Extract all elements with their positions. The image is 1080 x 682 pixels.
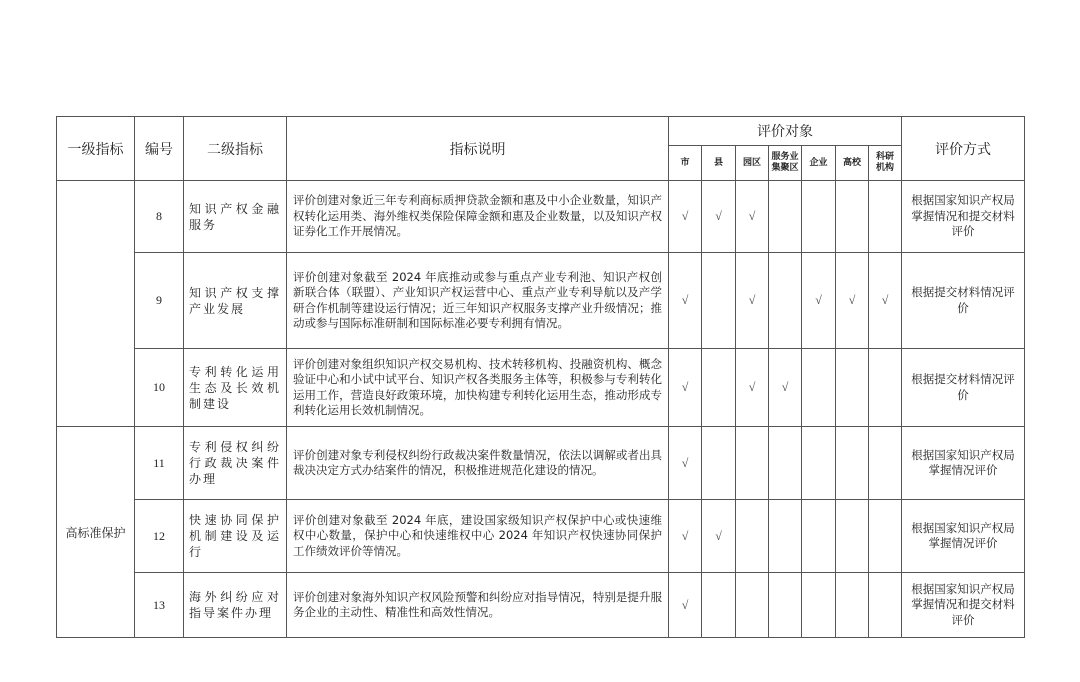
header-level1: 一级指标 — [57, 117, 135, 181]
target-check-cell — [802, 427, 836, 500]
index-description: 评价创建对象海外知识产权风险预警和纠纷应对指导情况，特别是提升服务企业的主动性、精准性和高效性情况。 — [287, 573, 669, 638]
level2-name: 知识产权金融服务 — [184, 181, 287, 253]
target-check-cell — [836, 181, 869, 253]
evaluation-method: 根据提交材料情况评价 — [902, 253, 1025, 349]
level2-name: 专利侵权纠纷行政裁决案件办理 — [184, 427, 287, 500]
table-row — [57, 181, 1025, 253]
index-number: 11 — [135, 427, 184, 500]
level2-name: 快速协同保护机制建设及运行 — [184, 500, 287, 573]
target-check-cell — [736, 427, 769, 500]
check-mark-icon: √ — [669, 349, 702, 427]
check-mark-icon: √ — [869, 253, 902, 349]
target-check-cell — [836, 573, 869, 638]
evaluation-method: 根据提交材料情况评价 — [902, 349, 1025, 427]
header-target-service-cluster: 服务业集聚区 — [769, 146, 802, 181]
header-description: 指标说明 — [287, 117, 669, 181]
target-check-cell — [702, 253, 736, 349]
check-mark-icon: √ — [669, 427, 702, 500]
evaluation-index-table — [56, 116, 1025, 638]
evaluation-method: 根据国家知识产权局掌握情况和提交材料评价 — [902, 573, 1025, 638]
header-target-university: 高校 — [836, 146, 869, 181]
target-check-cell — [769, 573, 802, 638]
index-number: 10 — [135, 349, 184, 427]
index-number: 8 — [135, 181, 184, 253]
header-target-research-institute: 科研机构 — [869, 146, 902, 181]
target-check-cell — [869, 500, 902, 573]
target-check-cell — [869, 349, 902, 427]
table-row — [57, 349, 1025, 427]
table-row — [57, 427, 1025, 500]
level2-name: 海外纠纷应对指导案件办理 — [184, 573, 287, 638]
header-target-county: 县 — [702, 146, 736, 181]
target-check-cell — [769, 427, 802, 500]
evaluation-method: 根据国家知识产权局掌握情况评价 — [902, 500, 1025, 573]
check-mark-icon: √ — [669, 253, 702, 349]
target-check-cell — [702, 573, 736, 638]
target-check-cell — [836, 349, 869, 427]
header-target-park: 园区 — [736, 146, 769, 181]
level2-name: 专利转化运用生态及长效机制建设 — [184, 349, 287, 427]
check-mark-icon: √ — [736, 349, 769, 427]
index-description: 评价创建对象截至 2024 年底推动或参与重点产业专利池、知识产权创新联合体（联盟）、产业知识产权运营中心、重点产业专利导航以及产学研合作机制等建设运行情况；近三年知识产权服务支撑产业升级情况；推动或参与国际标准研制和国际标准必要专利拥有情况。 — [287, 253, 669, 349]
check-mark-icon: √ — [736, 253, 769, 349]
index-number: 13 — [135, 573, 184, 638]
check-mark-icon: √ — [802, 253, 836, 349]
level1-cell — [57, 181, 135, 427]
index-number: 12 — [135, 500, 184, 573]
check-mark-icon: √ — [669, 181, 702, 253]
index-description: 评价创建对象截至 2024 年底，建设国家级知识产权保护中心或快速维权中心数量，保护中心和快速维权中心 2024 年知识产权快速协同保护工作绩效评价等情况。 — [287, 500, 669, 573]
check-mark-icon: √ — [769, 349, 802, 427]
target-check-cell — [769, 181, 802, 253]
target-check-cell — [836, 427, 869, 500]
level2-name: 知识产权支撑产业发展 — [184, 253, 287, 349]
target-check-cell — [702, 427, 736, 500]
index-description: 评价创建对象专利侵权纠纷行政裁决案件数量情况，依法以调解或者出具裁决决定方式办结案件的情况，积极推进规范化建设的情况。 — [287, 427, 669, 500]
check-mark-icon: √ — [836, 253, 869, 349]
check-mark-icon: √ — [669, 500, 702, 573]
index-description: 评价创建对象组织知识产权交易机构、技术转移机构、投融资机构、概念验证中心和小试中试平台、知识产权各类服务主体等，积极参与专利转化运用工作，营造良好政策环境，加快构建专利转化运用生态，推动形成专利转化运用长效机制情况。 — [287, 349, 669, 427]
check-mark-icon: √ — [736, 181, 769, 253]
check-mark-icon: √ — [669, 573, 702, 638]
target-check-cell — [802, 500, 836, 573]
target-check-cell — [769, 500, 802, 573]
table-row — [57, 253, 1025, 349]
target-check-cell — [702, 349, 736, 427]
evaluation-method: 根据国家知识产权局掌握情况评价 — [902, 427, 1025, 500]
target-check-cell — [802, 573, 836, 638]
evaluation-method: 根据国家知识产权局掌握情况和提交材料评价 — [902, 181, 1025, 253]
target-check-cell — [769, 253, 802, 349]
target-check-cell — [736, 573, 769, 638]
table-row — [57, 573, 1025, 638]
header-level2: 二级指标 — [184, 117, 287, 181]
check-mark-icon: √ — [702, 181, 736, 253]
check-mark-icon: √ — [702, 500, 736, 573]
header-method: 评价方式 — [902, 117, 1025, 181]
target-check-cell — [869, 573, 902, 638]
level1-cell: 高标准保护 — [57, 427, 135, 638]
table-row — [57, 500, 1025, 573]
header-target-enterprise: 企业 — [802, 146, 836, 181]
header-targets-group: 评价对象 — [669, 117, 902, 146]
header-number: 编号 — [135, 117, 184, 181]
target-check-cell — [736, 500, 769, 573]
target-check-cell — [869, 427, 902, 500]
target-check-cell — [836, 500, 869, 573]
index-number: 9 — [135, 253, 184, 349]
index-description: 评价创建对象近三年专利商标质押贷款金额和惠及中小企业数量，知识产权转化运用类、海外维权类保险保障金额和惠及企业数量，以及知识产权证券化工作开展情况。 — [287, 181, 669, 253]
target-check-cell — [869, 181, 902, 253]
header-target-city: 市 — [669, 146, 702, 181]
target-check-cell — [802, 181, 836, 253]
target-check-cell — [802, 349, 836, 427]
